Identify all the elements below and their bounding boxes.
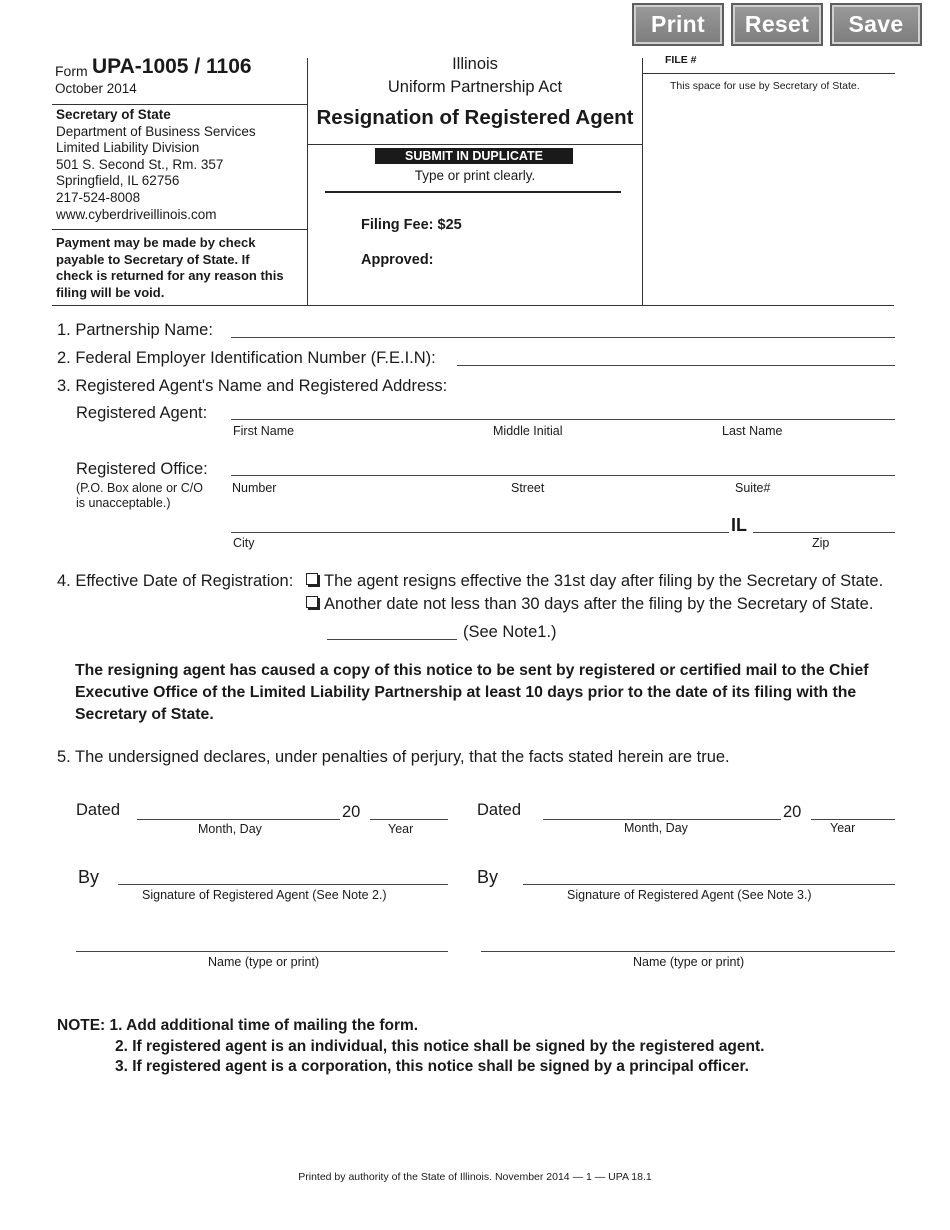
dated-month-day-right-input[interactable] xyxy=(543,803,781,820)
option-other-date[interactable] xyxy=(306,595,873,614)
dated-year-left-input[interactable] xyxy=(370,803,448,820)
month-day-caption: Month, Day xyxy=(198,822,262,836)
option-label: The agent resigns effective the 31st day after filing by the Secretary of State. xyxy=(324,572,884,590)
notice-line: The resigning agent has caused a copy of this notice to be sent by registered or certified mail to the Chief xyxy=(75,662,869,679)
office-line: 501 S. Second St., Rm. 357 xyxy=(56,156,224,172)
note-1: NOTE: 1. Add additional time of mailing the form. xyxy=(57,1017,419,1034)
signature-right-caption: Signature of Registered Agent (See Note 3.) xyxy=(567,888,812,902)
year-caption: Year xyxy=(388,822,414,836)
header-bottom-rule xyxy=(52,305,894,306)
dated-year-right-input[interactable] xyxy=(811,803,895,820)
divider xyxy=(308,144,642,145)
office-line: Springfield, IL 62756 xyxy=(56,173,180,189)
mailing-notice xyxy=(75,660,869,725)
suite-caption: Suite# xyxy=(735,481,771,495)
divider xyxy=(643,73,895,74)
divider xyxy=(52,104,308,105)
zip-caption: Zip xyxy=(812,536,830,550)
year-prefix: 20 xyxy=(342,803,361,821)
form-date: October 2014 xyxy=(55,81,137,96)
option-31st-day[interactable] xyxy=(306,572,883,591)
dated-month-day-left-input[interactable] xyxy=(137,803,340,820)
registered-office-label: Registered Office: xyxy=(76,460,208,478)
divider xyxy=(325,191,621,193)
state-name: Illinois xyxy=(452,55,498,73)
payment-line: Payment may be made by check xyxy=(56,235,256,250)
signature-right-input[interactable] xyxy=(523,868,895,885)
submit-duplicate-banner: SUBMIT IN DUPLICATE xyxy=(375,148,573,164)
perjury-declaration: 5. The undersigned declares, under penalties of perjury, that the facts stated herein are true. xyxy=(57,748,730,766)
city-caption: City xyxy=(233,536,255,550)
divider xyxy=(52,229,308,230)
fein-label: 2. Federal Employer Identification Number (F.E.I.N): xyxy=(57,349,436,367)
year-prefix: 20 xyxy=(783,803,802,821)
fein-input[interactable] xyxy=(457,349,895,366)
reset-button[interactable]: Reset xyxy=(731,3,823,46)
type-print-note: Type or print clearly. xyxy=(414,168,536,183)
name-right-input[interactable] xyxy=(481,935,895,952)
filing-fee: Filing Fee: $25 xyxy=(361,217,462,233)
note-3: 3. If registered agent is a corporation, this notice shall be signed by a principal officer. xyxy=(115,1058,749,1075)
print-button[interactable]: Print xyxy=(632,3,724,46)
file-space-note: This space for use by Secretary of State. xyxy=(670,80,860,92)
checkbox-icon[interactable] xyxy=(306,596,318,608)
partnership-name-input[interactable] xyxy=(231,321,895,338)
dated-label: Dated xyxy=(477,801,522,819)
registered-agent-name-input[interactable] xyxy=(231,403,895,420)
name-left-input[interactable] xyxy=(76,935,448,952)
checkbox-icon[interactable] xyxy=(306,573,318,585)
partnership-name-label: 1. Partnership Name: xyxy=(57,321,213,339)
city-input[interactable] xyxy=(231,516,729,533)
last-name-caption: Last Name xyxy=(722,424,783,438)
office-name: Secretary of State xyxy=(56,107,171,122)
form-prefix: Form xyxy=(55,63,88,79)
payment-line: filing will be void. xyxy=(56,284,165,300)
footer-authority: Printed by authority of the State of Illinois. November 2014 — 1 — UPA 18.1 xyxy=(298,1171,652,1183)
divider xyxy=(642,58,643,306)
registered-agent-address-label: 3. Registered Agent's Name and Registered Address: xyxy=(57,377,448,395)
save-button[interactable]: Save xyxy=(830,3,922,46)
notice-line: Secretary of State. xyxy=(75,705,214,723)
by-label: By xyxy=(477,867,499,887)
office-line: Department of Business Services xyxy=(56,123,256,139)
registered-office-input[interactable] xyxy=(231,459,895,476)
office-line: 217-524-8008 xyxy=(56,189,141,205)
option-label: Another date not less than 30 days after the filing by the Secretary of State. xyxy=(324,595,874,613)
first-name-caption: First Name xyxy=(233,424,295,438)
name-left-caption: Name (type or print) xyxy=(208,955,320,969)
po-box-note: (P.O. Box alone or C/O xyxy=(76,481,203,495)
number-caption: Number xyxy=(232,481,277,495)
signature-left-caption: Signature of Registered Agent (See Note 2.) xyxy=(142,888,387,902)
other-date-input[interactable] xyxy=(327,623,457,640)
name-right-caption: Name (type or print) xyxy=(633,955,745,969)
year-caption: Year xyxy=(830,821,856,835)
act-name: Uniform Partnership Act xyxy=(387,78,563,96)
office-line: Limited Liability Division xyxy=(56,140,200,156)
dated-label: Dated xyxy=(76,801,121,819)
payment-line: payable to Secretary of State. If xyxy=(56,251,250,267)
see-note1: (See Note1.) xyxy=(463,623,557,641)
month-day-caption: Month, Day xyxy=(624,821,688,835)
payment-note xyxy=(56,235,284,301)
by-label: By xyxy=(78,867,100,887)
notice-line: Executive Office of the Limited Liability Partnership at least 10 days prior to the date of its filing with the xyxy=(75,683,857,701)
form-title: Resignation of Registered Agent xyxy=(316,106,634,129)
po-box-note: is unacceptable.) xyxy=(76,496,171,510)
note-2: 2. If registered agent is an individual, this notice shall be signed by the registered agent. xyxy=(115,1038,765,1055)
signature-left-input[interactable] xyxy=(118,868,448,885)
middle-initial-caption: Middle Initial xyxy=(493,424,563,438)
state-il: IL xyxy=(731,515,747,535)
registered-agent-label: Registered Agent: xyxy=(76,404,208,422)
office-website: www.cyberdriveillinois.com xyxy=(56,206,217,222)
street-caption: Street xyxy=(511,481,545,495)
form-number: UPA-1005 / 1106 xyxy=(92,55,252,78)
zip-input[interactable] xyxy=(753,516,895,533)
effective-date-label: 4. Effective Date of Registration: xyxy=(57,572,294,590)
office-address xyxy=(56,107,256,223)
approved-label: Approved: xyxy=(361,252,434,268)
file-number-label: FILE # xyxy=(665,54,697,66)
payment-line: check is returned for any reason this xyxy=(56,268,284,284)
